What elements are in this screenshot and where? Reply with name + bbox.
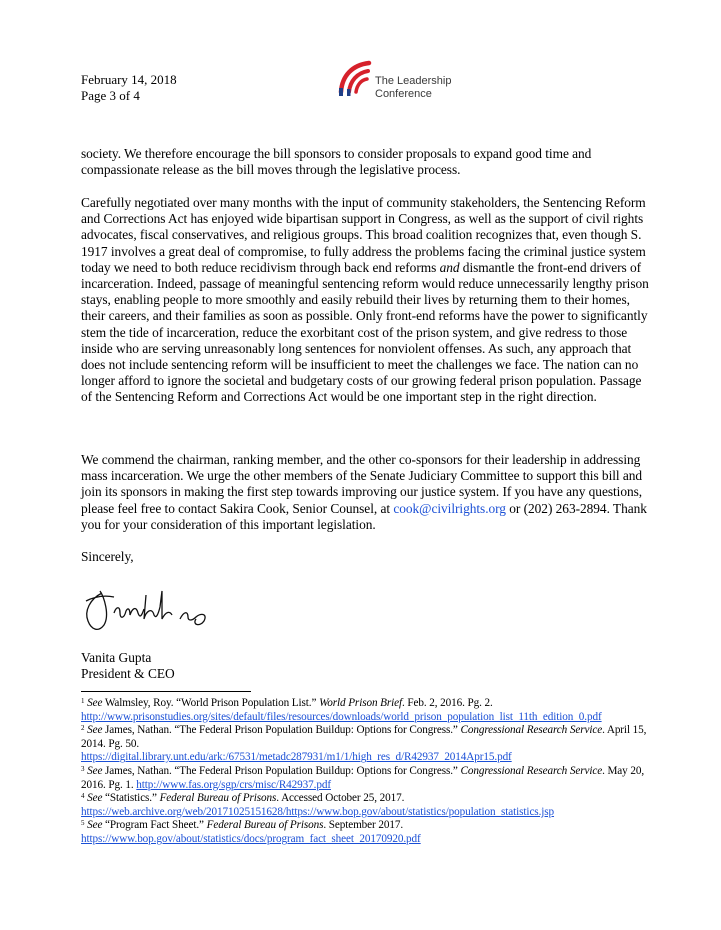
signer-title: President & CEO <box>81 666 175 682</box>
footnote-link[interactable]: https://web.archive.org/web/20171025151628/https://www.bop.gov/about/statistics/population_statistics.jsp <box>81 805 555 818</box>
footnote-number: 4 <box>81 792 85 801</box>
contact-email-link[interactable]: cook@civilrights.org <box>393 500 506 516</box>
letter-date: February 14, 2018 <box>81 72 177 87</box>
footnote-number: 2 <box>81 724 85 733</box>
footnote-source: Federal Bureau of Prisons <box>159 792 277 805</box>
footnote-text: . May 20, 2016. Pg. 1. <box>81 764 645 791</box>
footnote-text: . Accessed October 25, 2017. <box>276 792 405 805</box>
logo-wordmark-line1: The Leadership <box>375 75 452 87</box>
footnote-link[interactable]: http://www.prisonstudies.org/sites/default/files/resources/downloads/world_prison_population_list_11th_edition_0.pdf <box>81 710 602 723</box>
footnote-text: . September 2017. <box>323 819 404 832</box>
paragraph-segment: We commend the chairman, ranking member, and the other co-sponsors for their leadership in addressing mass incarceration. We urge the other members of the Senate Judiciary Committee to support this bill and join its sponsors in making the first step towards improving our justice system. If you have any questions, please feel free to contact Sakira Cook, Senior Counsel, at <box>81 452 643 516</box>
paragraph-text: society. We therefore encourage the bill sponsors to consider proposals to expand good time and compassionate release as the bill moves through the legislative process. <box>81 146 592 178</box>
page-number: Page 3 of 4 <box>81 88 140 103</box>
footnote-text: “Program Fact Sheet.” <box>102 819 207 832</box>
arcs-logo-icon <box>335 58 375 98</box>
footnote-link[interactable]: http://www.fas.org/sgp/crs/misc/R42937.pdf <box>136 778 331 791</box>
signer-name: Vanita Gupta <box>81 650 152 665</box>
footnote-source: Federal Bureau of Prisons <box>206 819 324 832</box>
footnote-2 <box>81 724 651 765</box>
paragraph-text <box>81 195 651 406</box>
closing-salutation: Sincerely, <box>81 549 134 564</box>
letter-header <box>81 72 177 104</box>
footnotes <box>81 697 651 847</box>
paragraph-segment: dismantle the front-end drivers of incarceration. Indeed, passage of meaningful sentencing reform would reduce unnecessarily lengthy prison stays, enabling people to more smoothly and easily rebuild their lives by returning them to their homes, their careers, and their families as soon as possible. Only front-end reforms have the power to significantly stem the tide of incarceration, reduce the exorbitant cost of the prison system, and give redress to those inside who are serving unreasonably long sentences for nonviolent offenses. As such, any approach that does not include sentencing reform will be insufficient to meet the challenges we face. The nation can no longer afford to ignore the societal and budgetary costs of our growing federal prison population. Passage of the Sentencing Reform and Corrections Act would be one important step in the right direction. <box>81 259 649 405</box>
paragraph-segment: Carefully negotiated over many months with the input of community stakeholders, the Sentencing Reform and Corrections Act has enjoyed wide bipartisan support in Congress, as well as the support of civil rights advocates, fiscal conservatives, and religious groups. This broad coalition recognizes that, even though S. 1917 involves a great deal of compromise, to fully address the problems facing the criminal justice system today we need to both reduce recidivism through back end reforms <box>81 195 646 275</box>
handwritten-signature-icon <box>80 585 230 640</box>
footnote-text: “Statistics.” <box>102 792 160 805</box>
paragraph-segment: or (202) 263-2894. Thank you for your consideration of this important legislation. <box>81 500 647 532</box>
footnote-link[interactable]: https://digital.library.unt.edu/ark:/67531/metadc287931/m1/1/high_res_d/R42937_2014Apr15.pdf <box>81 751 512 764</box>
footnote-divider <box>81 691 251 692</box>
footnote-number: 1 <box>81 697 85 705</box>
footnote-see: See <box>87 792 103 805</box>
footnote-number: 3 <box>81 764 85 773</box>
footnote-source: Congressional Research Service <box>460 724 603 737</box>
footnote-see: See <box>87 819 103 832</box>
leadership-conference-logo <box>335 58 475 104</box>
footnote-see: See <box>87 697 103 709</box>
footnote-text: Walmsley, Roy. “World Prison Population List.” <box>102 697 320 709</box>
footnote-source: Congressional Research Service <box>460 764 603 777</box>
footnote-source: World Prison Brief <box>319 697 403 709</box>
paragraph-commendation <box>81 452 651 533</box>
paragraph-continued <box>81 146 651 178</box>
footnote-4 <box>81 792 651 819</box>
footnote-text: . Feb. 2, 2016. Pg. 2. <box>402 697 493 709</box>
footnote-5 <box>81 819 651 846</box>
footnote-text: James, Nathan. “The Federal Prison Population Buildup: Options for Congress.” <box>102 764 461 777</box>
footnote-text: James, Nathan. “The Federal Prison Population Buildup: Options for Congress.” <box>102 724 461 737</box>
paragraph-text <box>81 452 651 533</box>
footnote-see: See <box>87 724 103 737</box>
signer-block <box>81 650 175 682</box>
emphasis-text: and <box>439 259 460 275</box>
logo-wordmark-line2: Conference <box>375 88 432 100</box>
paragraph-coalition <box>81 195 651 406</box>
footnote-link[interactable]: https://www.bop.gov/about/statistics/docs/program_fact_sheet_20170920.pdf <box>81 832 421 845</box>
footnote-text: . April 15, 2014. Pg. 50. <box>81 724 647 750</box>
footnote-3 <box>81 765 651 792</box>
footnote-see: See <box>87 764 103 777</box>
footnote-1 <box>81 697 651 724</box>
logo-wordmark <box>375 75 451 101</box>
footnote-number: 5 <box>81 819 85 828</box>
